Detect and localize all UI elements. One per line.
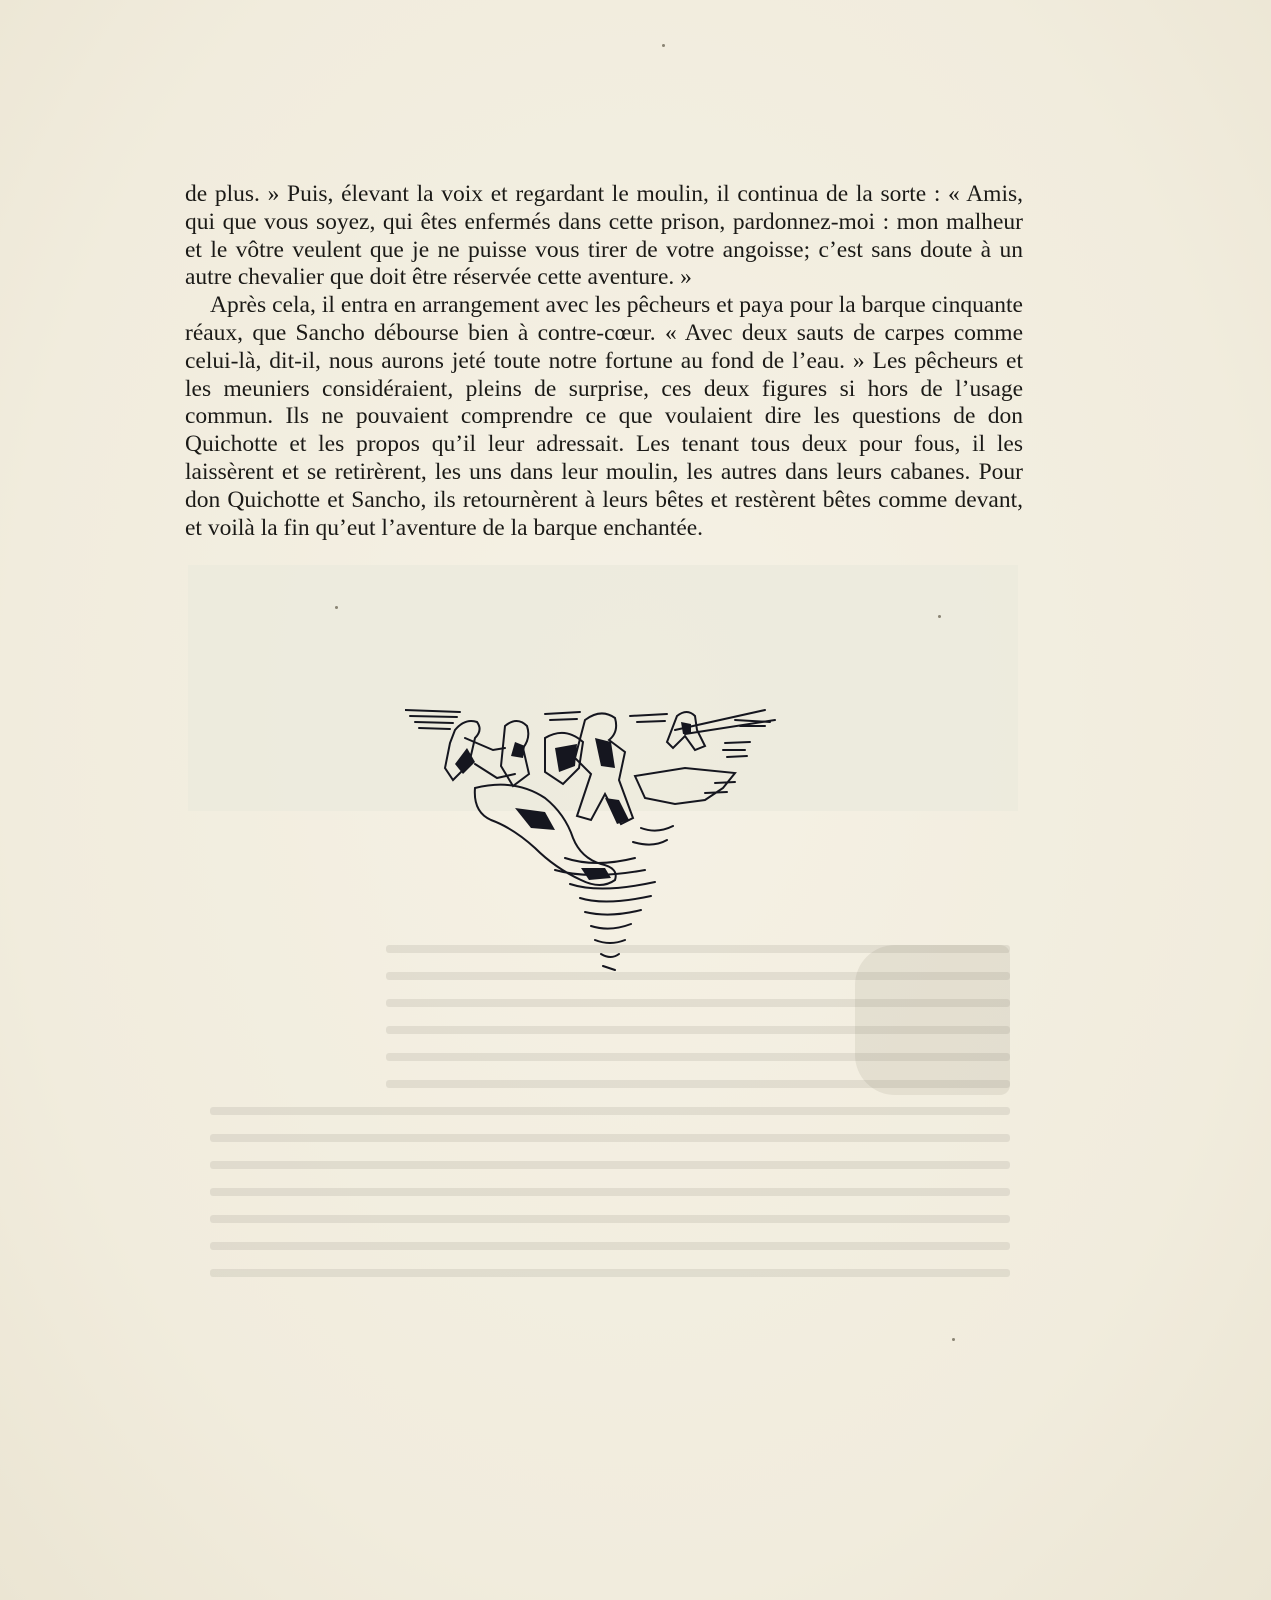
paper-speck [662,44,665,47]
show-through-text [210,945,1010,1315]
body-text [185,181,1023,542]
ink-vignette-fishermen-rescue-icon [405,708,790,978]
paper-speck [938,615,941,618]
paper-speck [952,1338,955,1341]
paragraph-2: Après cela, il entra en arrangement avec les pêcheurs et paya pour la barque cinquante réaux, que Sancho débourse bien à contre-cœur. « Avec deux sauts de carpes comme celui-là, dit-il, nous aurons jeté toute notre fortune au fond de l’eau. » Les pêcheurs et les meuniers considéraient, pleins de surprise, ces deux figures si hors de l’usage commun. Ils ne pouvaient comprendre ce que voulaient dire les questions de don Quichotte et les propos qu’il leur adressait. Les tenant tous deux pour fous, il les laissèrent et se retirèrent, les uns dans leur moulin, les autres dans leurs cabanes. Pour don Quichotte et Sancho, ils retournèrent à leurs bêtes et restèrent bêtes comme devant, et voilà la fin qu’eut l’aventure de la barque enchantée. [185,292,1023,541]
paragraph-1: de plus. » Puis, élevant la voix et regardant le moulin, il continua de la sorte : « Amis, qui que vous soyez, qui êtes enfermés dans cette prison, pardonnez-moi : mon malheur et le vôtre veulent que je ne puisse vous tirer de votre angoisse; c’est sans doute à un autre chevalier que doit être réservée cette aventure. » [185,181,1023,291]
paper-speck [335,606,338,609]
